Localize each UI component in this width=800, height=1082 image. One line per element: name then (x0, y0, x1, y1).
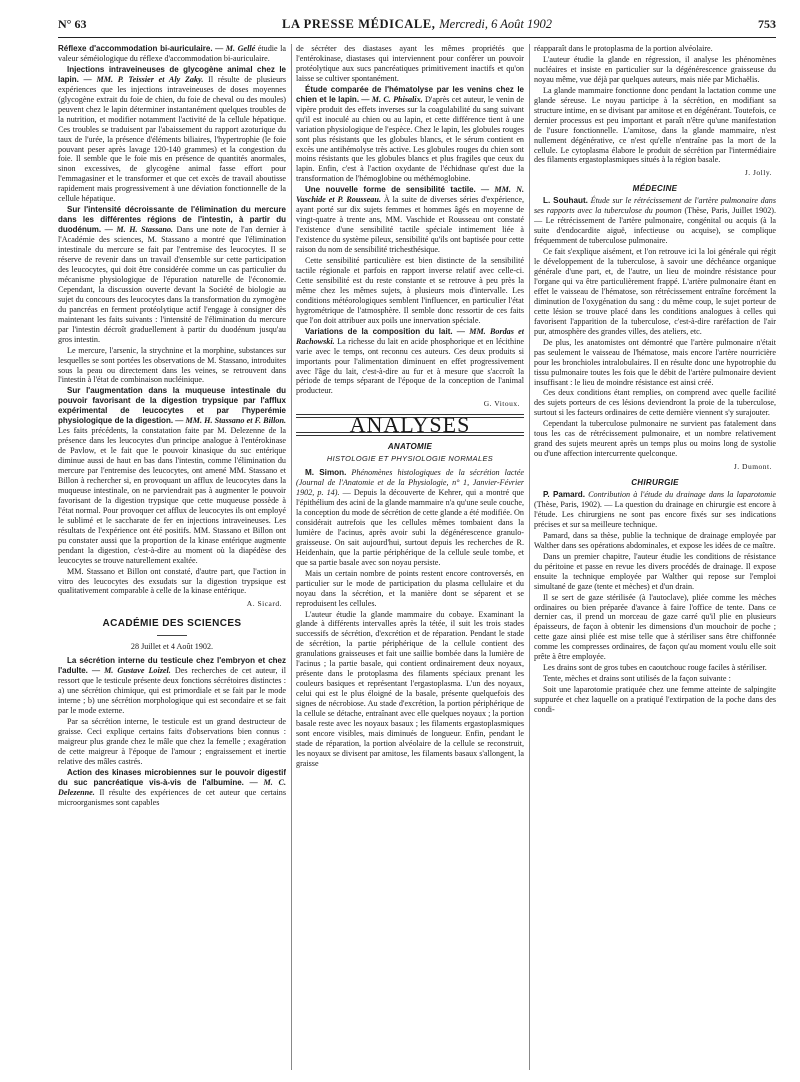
article-paragraph: Les drains sont de gros tubes en caoutchouc rouge faciles à stériliser. (543, 663, 767, 673)
article-title: Injections intraveineuses de glycogène animal chez le lapin. (58, 64, 286, 84)
article (58, 205, 286, 344)
article (296, 85, 524, 185)
article-paragraph: Ces deux conditions étant remplies, on comprend avec quelle facilité des sujets porteurs de ces lésions deviendront la proie de la tuberculose, surtout si les facteurs ordinaires de cette dernière viennent s'y surajouter. (534, 388, 776, 418)
article-title: Réflexe d'accommodation bi-auriculaire. (58, 44, 213, 53)
section-rule (157, 635, 187, 636)
article-paragraph: Cette sensibilité particulière est bien distincte de la sensibilité tactile régionale et parfois en rapport inverse relatif avec celle-ci. Cette sensibilité est du reste constante et se retrouve à peu près la même chez les mêmes sujets, à plusieurs mois d'intervalle. Les conditions météorologiques semblent l'influencer, en particulier l'état hygrométrique de l'atmosphère. Il semble donc ressortir de ces faits que l'on doit attribuer aux poils une innervation spéciale. (296, 256, 524, 325)
article-reference: (Thèse, Paris, 1902). (534, 499, 602, 509)
section-heading: ACADÉMIE DES SCIENCES (102, 618, 242, 630)
section-heading: MÉDECINE (632, 184, 678, 194)
article-paragraph: Soit une laparotomie pratiquée chez une femme atteinte de salpingite suppurée et chez laquelle on a pratiqué l'extirpation de la poche dans des condi- (534, 685, 776, 715)
article-title: Étude sur le rétrécissement de l'artère pulmonaire dans ses rapports avec la tuberculose du poumon (534, 196, 776, 216)
article-text: — La question du drainage en chirurgie est encore à l'étude. Les chirurgiens ne sont pas encore fixés sur ses indications précises et sur sa meilleure technique. (534, 499, 776, 529)
article (58, 65, 286, 204)
subsection-heading: HISTOLOGIE ET PHYSIOLOGIE NORMALES (326, 454, 494, 464)
article-paragraph: Par sa sécrétion interne, le testicule est un grand destructeur de graisse. Ceci explique certains faits d'observations bien connus : maigreur plus grande chez le mâle que chez la femelle ; exagération de cette maigreur à l'époque de l'amour ; engraissement et inertie relative des mâles castrés. (58, 717, 286, 766)
article-paragraph: Mais un certain nombre de points restent encore controversés, en particulier sur le mode de participation du plasma cellulaire et du noyau dans la sécrétion, et la manière dont se séparent et se reproduisent les cellules. (296, 568, 524, 608)
article (534, 490, 776, 530)
article-paragraph: L'auteur étudie la glande en régression, il analyse les phénomènes nucléaires et insiste en particulier sur la dégénérescence graisseuse du noyau même, vue déjà par quelques auteurs, mais niée par Michaëlis. (534, 54, 776, 84)
article-title: La sécrétion interne du testicule chez l'embryon et chez l'adulte. (58, 656, 286, 676)
article-text: Les faits précédents, la constatation faite par M. Delezenne de la présence dans les leucocytes d'un principe analogue à l'entérokinase de Pavlow, et le fait que le pouvoir kinasique du suc entérique diminue aussi de haut en bas dans l'intestin, comme l'élimination du mercure par l'entremise des leucocytes, ont amené MM. Stassano et Billon à rechercher si, en provoquant un afflux de leucocytes dans la muqueuse intestinale, on ne parviendrait pas à augmenter le pouvoir favorisant de la digestion trypsique que cette muqueuse possède à l'état normal. Pour provoquer cet afflux de leucocytes ils ont employé le sublimé et le saccharate de fer en injections intraveineuses. Les résultats de l'expérience ont été positifs. MM. Stassano et Billon ont pu constater aussi que la proportion de la kinase entérique augmente pendant la digestion, c'est-à-dire au moment où la diapédèse des leucocytes se trouve naturellement exaltée. (58, 426, 286, 565)
article-text: La richesse du lait en acide phosphorique et en lécithine varie avec le temps, ont reconnu ces auteurs. Ces deux produits si importants pour l'alimentation diminuent en effet progressivement avec l'âge du lait, c'est-à-dire au fur et à mesure que s'accroît la période de temps séparant de l'époque de la conception de l'animal producteur. (296, 336, 524, 396)
article (58, 44, 286, 64)
article-text: Il résulte de plusieurs expériences que les injections intraveineuses de doses moyennes (glycogène extrait du foie de chien, du foie de cheval ou des moules) peuvent chez le lapin déterminer instantanément quelques troubles de la nutrition, et modifier notamment l'activité de la cellule hépatique. Ces troubles se traduisent par l'abaissement du rapport azoturique du taux de l'urée, la présence d'éléments biliaires, l'hypertrophie (le foie pouvant peser après lavage 120-140 grammes) et la congestion du foie. Il semble que le foie mis en présence de quantités anormales, sinon excessives, de glycogène animal fasse effort pour l'emmagasiner et le transformer et que cet excès de travail aboutisse rapidement mais progressivement à une déviation fonctionnelle de la cellule hépatique. (58, 74, 286, 204)
article-title: Une nouvelle forme de sensibilité tactile. (305, 185, 476, 195)
article-reference: (Thèse, Paris, Juillet 1902). (684, 206, 776, 216)
article-title: Contribution à l'étude du drainage dans la laparotomie (588, 490, 776, 500)
article-text: Dans une note de l'an dernier à l'Académie des sciences, M. Stassano a montré que l'élimination intestinale du mercure se fait par l'entremise des leucocytes. Il se réserve de revenir dans un travail d'ensemble sur cette participation des leucocytes, qui doit être considérée comme un cas particulier du mécanisme physiologique de l'épuration naturelle de l'économie. Cependant, la discussion ouverte devant la Société de biologie au sujet du concours des leucocytes dans la transformation du zymogène du pancréas en ferment protéolytique actif l'engage à consigner dès maintenant les faits suivants : l'intensité de l'élimination du mercure par l'intestin décroît graduellement à partir du duodénum jusqu'au gros intestin. (58, 225, 286, 344)
article-title: Phénomènes histologiques de la sécrétion lactée (Journal de l'Anatomie et de la Physiologie, n° 1, Janvier-Février 1902, p. 14). (296, 468, 524, 498)
article-text: étudie la valeur séméiologique du réflexe d'accommodation bi-auriculaire. (58, 44, 286, 63)
article-text: — Le rétrécissement de l'artère pulmonaire, congénital ou acquis (à la suite d'endocardite aiguë, infectieuse ou acquise), se complique fréquemment de tuberculose pulmonaire. (534, 216, 776, 246)
article-title: Variations de la composition du lait. (305, 326, 453, 336)
signature: J. Dumont. (733, 462, 772, 472)
page-number: 753 (758, 17, 776, 31)
article-paragraph: Tente, mèches et drains sont utilisés de la façon suivante : (543, 674, 731, 684)
article-author: — MM. N. Vaschide et P. Rousseau. (296, 185, 524, 205)
article-author: L. Souhaut. (543, 196, 588, 206)
article (534, 196, 776, 246)
article-paragraph: MM. Stassano et Billon ont constaté, d'autre part, que l'action in vitro des leucocytes des exsudats sur la digestion trypsique est qualitativement comparable à celle de la kinase entérique. (58, 566, 286, 596)
article-paragraph: Ce fait s'explique aisément, et l'on retrouve ici la loi générale qui régit le développement de la tuberculose, à savoir une déchéance organique générale d'une part, et, de l'autre, un lieu de moindre résistance pour l'organe qui va être particulièrement frappé. L'artère pulmonaire étant en effet le vaisseau de l'hématose, son rétrécissement entraîne forcément la diminution de l'oxygénation du sang : du même coup, le sujet porteur de cette lésion se trouve placé dans les conditions analogues à celles qui favorisent l'apparition de la tuberculose, c'est-à-dire raréfaction de l'air pur, atmosphère des grandes villes, des ateliers, etc. (534, 247, 776, 336)
article-author: — M. Gellé (215, 44, 256, 53)
article-title: Sur l'intensité décroissante de l'élimination du mercure dans les différentes régions de l'intestin, à partir du duodénum. (58, 205, 286, 235)
article (296, 468, 524, 568)
column-2 (296, 44, 524, 1074)
article-paragraph: De plus, les anatomistes ont démontré que l'artère pulmonaire n'était pas seulement le vaisseau de l'hématose, mais encore l'artère nourricière pour les bronchioles intralobulaires. Il en résulte donc une hypotrophie du tissu pulmonaire toutes les fois que le débit de l'artère pulmonaire devient insuffisant : le lieu de moindre résistance est ainsi créé. (534, 337, 776, 387)
article-title: Action des kinases microbiennes sur le pouvoir digestif du suc pancréatique vis-à-vis de l'albumine. (58, 767, 286, 787)
article (58, 768, 286, 808)
article-author: — M. Gustave Loizel. (91, 666, 171, 676)
issue-number: N° 63 (58, 17, 87, 31)
journal-title (58, 17, 776, 32)
article-author: P. Pamard. (543, 490, 586, 500)
article-paragraph: Dans un premier chapitre, l'auteur étudie les conditions de résistance du péritoine et passe en revue les divers procédés de drainage. Il expose ensuite la technique employée par Walther qui repose sur l'emploi simultané de gaze (tente et mèches) et d'un drain. (534, 551, 776, 591)
article-title: Sur l'augmentation dans la muqueuse intestinale du pouvoir favorisant de la digestion trypsique par l'afflux expérimental de leucocytes et par l'hyperémie physiologique de la digestion. (58, 386, 286, 426)
signature: G. Vitoux. (483, 399, 520, 409)
article-paragraph: Pamard, dans sa thèse, publie la technique de drainage employée par Walther dans ses opérations abdominales, et expose les idées de ce maître. (534, 530, 776, 550)
article-author: — M. C. Delezenne. (58, 777, 286, 797)
page-header (58, 17, 776, 35)
column-3 (534, 44, 776, 1074)
signature: A. Sicard. (246, 599, 282, 609)
column-divider (529, 44, 530, 1070)
article-paragraph: Cependant la tuberculose pulmonaire ne survient pas fatalement dans tous les cas de rétrécissement pulmonaire, et un nombre relativement grand des sujets meurent après un temps plus ou moins long de systolie ou d'une affection intercurrente quelconque. (534, 419, 776, 459)
article (296, 185, 524, 255)
session-date: 28 Juillet et 4 Août 1902. (130, 642, 214, 652)
article-text: D'après cet auteur, le venin de vipère produit des effets inverses sur la coagulabilité du sang suivant qu'il est inoculé au chien ou au lapin, et cette différence tient à une variation physiologique de l'espèce. Chez le lapin, les globules rouges sont plus résistants que les globules blancs, et le sérum contient en excès une antihémolyse très active. Les globules rouges du chien sont moins résistants que les globules blancs et plus fragiles que ceux du lapin. Enfin, c'est à l'action oxydante de l'échidnase qu'est due la transformation de l'hémoglobine ou méthémoglobine. (296, 94, 524, 184)
article (296, 327, 524, 397)
article-author: — MM. H. Stassano et F. Billon. (175, 416, 286, 426)
article-author: — MM. Bordas et Rachowski. (296, 326, 524, 346)
article-author: — M. C. Phisalix. (361, 94, 423, 104)
signature: J. Jolly. (744, 168, 772, 178)
article-text: — Depuis la découverte de Kehrer, qui a montré que l'épithélium des acini de la glande mammaire n'a qu'une seule couche, la conception du mode de sécrétion de cette glande a été modifiée. On considérait autrefois que les cellules mêmes tombaient dans la lumière de l'acinus, après avoir subi la dégénérescence granulo-graisseuse. On sait aujourd'hui, surtout depuis les recherches de R. Heidenhain, que la partie périphérique de la cellule seule tombe, et que sa partie basale avec son noyau persiste. (296, 488, 524, 567)
article-text: Des recherches de cet auteur, il ressort que le testicule présente deux fonctions sécrétoires distinctes : a) une sécrétion chimique, qui est primordiale et se fait par le mode interne ; b) une sécrétion morphologique qui est secondaire et se fait par le mode externe. (58, 666, 286, 716)
column-1 (58, 44, 286, 1074)
column-divider (291, 44, 292, 1070)
section-heading: CHIRURGIE (631, 478, 679, 488)
article-paragraph: de sécréter des diastases ayant les mêmes propriétés que l'entérokinase, diastases qui interviennent pour conférer un pouvoir protéolytique aux sucs pancréatiques primitivement inactifs et qu'on laisse se cultiver spontanément. (296, 44, 524, 83)
article-paragraph: Il se sert de gaze stérilisée (à l'autoclave), pliée comme les mèches ordinaires ou bien préparée d'avance à faire l'office de tente. Dans ce dernier cas, il prend un morceau de gaze carré qu'il plie en plusieurs épaisseurs, de façon à obtenir les dimensions d'un mouchoir de poche ; cette gaze ainsi pliée est mise telle que à stériliser sans être chiffonnée comme les compresses ordinaires, de façon qu'au moment voulu elle soit prête à être employée. (534, 592, 776, 662)
article-paragraph: Le mercure, l'arsenic, la strychnine et la morphine, substances sur lesquelles se sont portées les observations de M. Stassano, introduites sous la peau ou directement dans les veines, se retrouvent dans l'intestin à l'état de combinaison nucléinique. (58, 345, 286, 385)
article-author: — M. H. Stassano. (104, 225, 173, 235)
article-paragraph: La glande mammaire fonctionne donc pendant la lactation comme une glande séreuse. Le noyau participe à la sécrétion, en modifiant sa structure intime, en se divisant par amitose et en dégénérant. Toutefois, ce dernier processus est peu important et paraît n'être qu'une manifestation de l'usure fonctionnelle. L'amitose, dans la glande mammaire, n'est nullement dégénérative, ce n'est qu'elle n'entraîne pas la mort de la cellule. Le cytoplasma élabore le produit de sécrétion par l'intermédiaire des filaments ergastoplasmiques situés à la région basale. (534, 85, 776, 165)
article-text: À la suite de diverses séries d'expérience, ayant porté sur dix sujets femmes et hommes âgés en moyenne de vingt-quatre à trente ans, MM. Vaschide et Rousseau ont constaté l'existence d'une sensibilité tactile spéciale intimement liée à l'existence du système pileux, sensibilité qu'ils ont baptisée pour cette raison du nom de sensibilité trichesthésique. (296, 195, 524, 255)
section-masthead: ANALYSES (349, 412, 471, 438)
article-author: — MM. P. Teissier et Aly Zaky. (83, 74, 204, 84)
issue-date: Mercredi, 6 Août 1902 (439, 17, 552, 31)
article (58, 656, 286, 716)
article-text: Il résulte des expériences de cet auteur que certains microorganismes sont capables (58, 787, 286, 807)
article (58, 386, 286, 565)
article-paragraph: L'auteur étudie la glande mammaire du cobaye. Examinant la glande à différents intervalles après la tétée, il suit les trois stades successifs de sécrétion, d'excrétion et de réparation. Pendant le stade de sécrétion, la partie périphérique de la cellule contient des granulations graisseuses et fait une saillie bombée dans la lumière de l'acinus ; la partie basale, qui contient ordinairement deux noyaux, présente dans le protoplasma des filaments spéciaux prenant les couleurs basiques et représentant l'ergastoplasma. L'un des noyaux, celui qui est le plus éloigné de la basale, présente quelquefois des signes de nécrobiose. Au stade d'excrétion, la portion périphérique de la cellule se détache, entraînant avec elle quelques noyaux ; la portion basale reste avec les noyaux basaux ; les filaments ergastoplasmiques sont encore visibles, mais diminués de longueur. Enfin, pendant le stade de réparation, la portion alvéolaire de la cellule se reconstruit, les noyaux se divisent par amitose, les filaments basaux s'allongent, la graisse (296, 609, 524, 768)
header-rule (58, 37, 776, 38)
article-paragraph: réapparaît dans le protoplasma de la portion alvéolaire. (534, 44, 713, 53)
section-heading: ANATOMIE (387, 442, 433, 452)
article-title: Étude comparée de l'hématolyse par les venins chez le chien et le lapin. (296, 84, 524, 104)
journal-name: LA PRESSE MÉDICALE, (282, 17, 436, 31)
article-author: M. Simon. (305, 468, 347, 478)
